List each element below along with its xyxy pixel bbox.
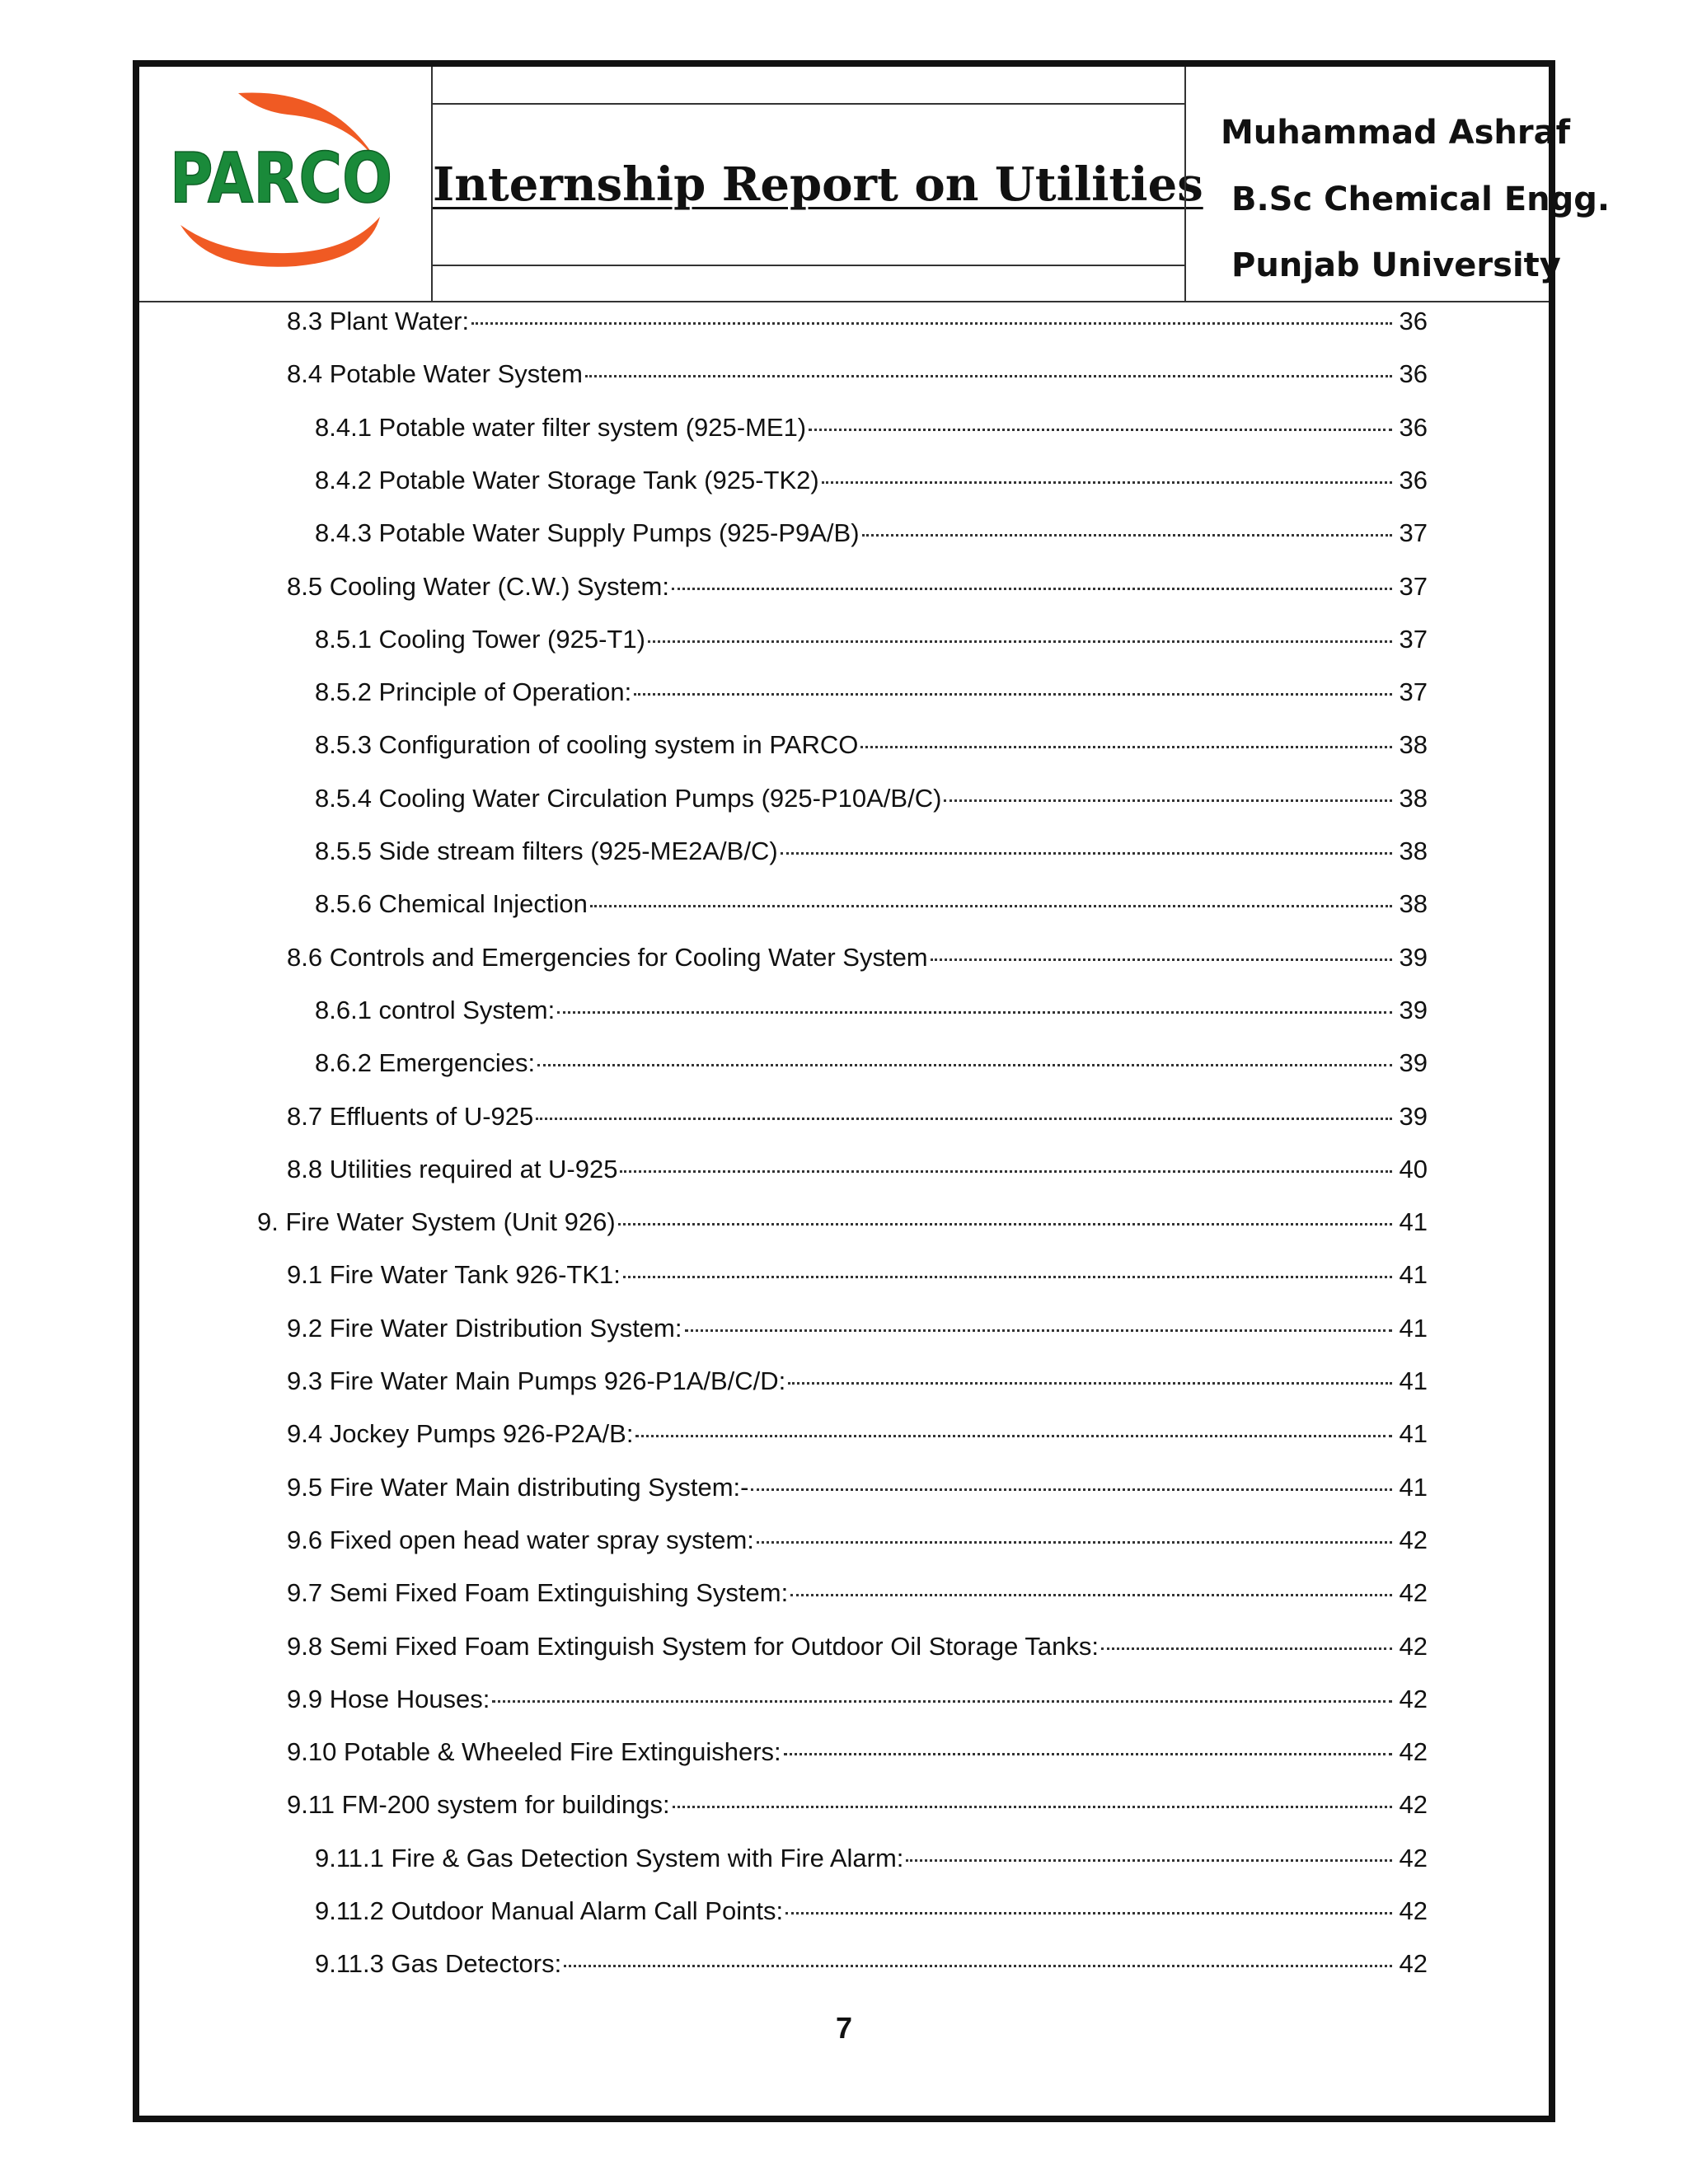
toc-dot-leader — [564, 1965, 1392, 1967]
toc-dot-leader — [788, 1382, 1392, 1385]
toc-entry[interactable] — [315, 411, 1428, 444]
toc-entry-label: 9.10 Potable & Wheeled Fire Extinguishers: — [287, 1737, 781, 1766]
parco-logo — [164, 78, 411, 284]
toc-entry-label: 9.11.3 Gas Detectors: — [315, 1949, 562, 1978]
toc-entry[interactable] — [315, 676, 1428, 709]
toc-entry[interactable] — [287, 1736, 1428, 1769]
toc-entry[interactable] — [287, 1577, 1428, 1610]
toc-entry-page: 38 — [1399, 784, 1428, 813]
toc-entry-label: 9.4 Jockey Pumps 926-P2A/B: — [287, 1419, 634, 1448]
toc-entry-label: 9.6 Fixed open head water spray system: — [287, 1526, 754, 1554]
toc-entry[interactable] — [315, 1047, 1428, 1080]
toc-entry[interactable] — [287, 941, 1428, 974]
toc-entry-page: 39 — [1399, 943, 1428, 972]
toc-dot-leader — [618, 1223, 1392, 1226]
toc-entry-page: 42 — [1399, 1790, 1428, 1819]
toc-entry-page: 41 — [1399, 1366, 1428, 1395]
toc-dot-leader — [809, 429, 1392, 431]
toc-entry-label: 8.8 Utilities required at U-925 — [287, 1155, 618, 1183]
toc-entry-label: 9. Fire Water System (Unit 926) — [257, 1207, 616, 1236]
toc-entry-page: 36 — [1399, 466, 1428, 494]
toc-dot-leader — [784, 1753, 1392, 1755]
toc-entry-label: 8.5 Cooling Water (C.W.) System: — [287, 572, 669, 601]
toc-entry-label: 8.6 Controls and Emergencies for Cooling Water System — [287, 943, 928, 972]
toc-entry-page: 36 — [1399, 413, 1428, 442]
toc-dot-leader — [634, 693, 1392, 696]
toc-entry[interactable] — [287, 1365, 1428, 1398]
toc-entry-label: 9.7 Semi Fixed Foam Extinguishing System: — [287, 1578, 789, 1607]
toc-entry[interactable] — [315, 1895, 1428, 1928]
report-header — [139, 67, 1611, 302]
toc-entry[interactable] — [315, 517, 1428, 550]
toc-entry-page: 41 — [1399, 1473, 1428, 1502]
toc-entry[interactable] — [287, 1258, 1428, 1291]
toc-entry-page: 42 — [1399, 1685, 1428, 1713]
toc-entry-page: 37 — [1399, 572, 1428, 601]
toc-dot-leader — [781, 852, 1392, 855]
toc-entry-label: 9.5 Fire Water Main distributing System:- — [287, 1473, 749, 1502]
toc-entry-label: 8.6.1 control System: — [315, 996, 556, 1024]
toc-entry-page: 40 — [1399, 1155, 1428, 1183]
toc-entry-label: 8.4 Potable Water System — [287, 359, 583, 388]
toc-entry-label: 8.4.1 Potable water filter system (925-ME1) — [315, 413, 807, 442]
toc-entry[interactable] — [287, 1100, 1428, 1133]
toc-entry-page: 41 — [1399, 1419, 1428, 1448]
toc-entry-page: 42 — [1399, 1632, 1428, 1661]
toc-entry[interactable] — [287, 1153, 1428, 1186]
toc-entry[interactable] — [315, 888, 1428, 921]
toc-entry[interactable] — [315, 464, 1428, 497]
toc-dot-leader — [585, 375, 1392, 377]
toc-entry-label: 8.5.4 Cooling Water Circulation Pumps (925-P10A/B/C) — [315, 784, 942, 813]
toc-entry-page: 39 — [1399, 1048, 1428, 1077]
logo-swoosh-bottom — [181, 217, 380, 267]
toc-entry-label: 8.4.3 Potable Water Supply Pumps (925-P9A/B) — [315, 518, 860, 547]
toc-dot-leader — [557, 1011, 1392, 1014]
toc-dot-leader — [685, 1329, 1393, 1332]
title-cell — [433, 67, 1203, 301]
toc-dot-leader — [492, 1700, 1392, 1703]
toc-dot-leader — [785, 1912, 1392, 1915]
toc-entry[interactable] — [315, 623, 1428, 656]
toc-entry-label: 9.11.1 Fire & Gas Detection System with Fire Alarm: — [315, 1844, 904, 1872]
author-degree: B.Sc Chemical Engg. — [1231, 180, 1611, 218]
toc-dot-leader — [620, 1170, 1392, 1173]
toc-dot-leader — [860, 746, 1392, 748]
toc-entry[interactable] — [287, 570, 1428, 603]
toc-entry-page: 42 — [1399, 1526, 1428, 1554]
author-name: Muhammad Ashraf — [1221, 114, 1571, 152]
report-title: Internship Report on Utilities — [433, 157, 1203, 212]
toc-entry[interactable] — [287, 1788, 1428, 1821]
toc-dot-leader — [862, 534, 1392, 537]
toc-entry[interactable] — [315, 729, 1428, 762]
toc-dot-leader — [673, 1806, 1392, 1808]
toc-entry-page: 41 — [1399, 1260, 1428, 1289]
toc-entry-label: 8.5.3 Configuration of cooling system in PARCO — [315, 730, 859, 759]
toc-dot-leader — [471, 322, 1392, 325]
toc-entry-label: 9.11 FM-200 system for buildings: — [287, 1790, 670, 1819]
toc-dot-leader — [931, 958, 1392, 961]
toc-entry-page: 36 — [1399, 359, 1428, 388]
toc-dot-leader — [757, 1541, 1392, 1544]
toc-entry-label: 9.1 Fire Water Tank 926-TK1: — [287, 1260, 621, 1289]
toc-entry-page: 41 — [1399, 1207, 1428, 1236]
toc-entry-page: 38 — [1399, 889, 1428, 918]
toc-entry[interactable] — [315, 1842, 1428, 1875]
toc-entry-page: 37 — [1399, 625, 1428, 654]
toc-entry-page: 41 — [1399, 1314, 1428, 1343]
toc-dot-leader — [536, 1118, 1392, 1120]
toc-entry-page: 39 — [1399, 996, 1428, 1024]
toc-entry-label: 9.2 Fire Water Distribution System: — [287, 1314, 682, 1343]
page-number: 7 — [835, 2011, 853, 2045]
toc-entry-label: 9.3 Fire Water Main Pumps 926-P1A/B/C/D: — [287, 1366, 786, 1395]
toc-entry[interactable] — [287, 358, 1428, 391]
toc-entry-page: 37 — [1399, 677, 1428, 706]
toc-dot-leader — [537, 1064, 1392, 1066]
toc-dot-leader — [648, 640, 1392, 643]
toc-dot-leader — [906, 1859, 1392, 1862]
toc-entry[interactable] — [315, 994, 1428, 1027]
toc-entry-label: 8.3 Plant Water: — [287, 307, 470, 335]
toc-dot-leader — [635, 1435, 1392, 1437]
toc-dot-leader — [672, 588, 1392, 590]
toc-entry-page: 42 — [1399, 1896, 1428, 1925]
toc-dot-leader — [944, 799, 1392, 802]
toc-entry-page: 39 — [1399, 1102, 1428, 1131]
toc-dot-leader — [1101, 1647, 1392, 1650]
title-strip-top — [433, 67, 1184, 105]
toc-entry-label: 8.5.5 Side stream filters (925-ME2A/B/C) — [315, 837, 778, 865]
logo-cell — [139, 67, 433, 301]
toc-entry-label: 9.9 Hose Houses: — [287, 1685, 490, 1713]
toc-entry-label: 9.8 Semi Fixed Foam Extinguish System for Outdoor Oil Storage Tanks: — [287, 1632, 1099, 1661]
toc-entry-page: 42 — [1399, 1844, 1428, 1872]
logo-text: PARCO — [170, 138, 392, 218]
toc-entry-label: 8.7 Effluents of U-925 — [287, 1102, 534, 1131]
author-university: Punjab University — [1231, 246, 1561, 284]
toc-entry-label: 8.5.1 Cooling Tower (925-T1) — [315, 625, 645, 654]
toc-entry-page: 42 — [1399, 1578, 1428, 1607]
toc-entry-label: 8.6.2 Emergencies: — [315, 1048, 536, 1077]
toc-entry[interactable] — [287, 1524, 1428, 1557]
toc-entry-page: 37 — [1399, 518, 1428, 547]
toc-entry-label: 8.5.6 Chemical Injection — [315, 889, 588, 918]
toc-dot-leader — [623, 1276, 1392, 1278]
author-cell — [1184, 67, 1611, 301]
toc-entry[interactable] — [315, 782, 1428, 815]
toc-entry[interactable] — [315, 1947, 1428, 1980]
toc-entry-page: 38 — [1399, 837, 1428, 865]
toc-entry[interactable] — [287, 1683, 1428, 1716]
toc-entry[interactable] — [257, 1206, 1428, 1239]
toc-entry[interactable] — [287, 1312, 1428, 1345]
toc-dot-leader — [822, 481, 1392, 484]
toc-entry-label: 8.4.2 Potable Water Storage Tank (925-TK2) — [315, 466, 819, 494]
toc-entry[interactable] — [287, 1630, 1428, 1663]
title-strip-bottom — [433, 265, 1184, 301]
toc-entry-page: 42 — [1399, 1949, 1428, 1978]
toc-dot-leader — [590, 905, 1392, 907]
toc-entry[interactable] — [287, 1471, 1428, 1504]
toc-entry-page: 42 — [1399, 1737, 1428, 1766]
toc-entry[interactable] — [315, 835, 1428, 868]
toc-entry-page: 36 — [1399, 307, 1428, 335]
toc-entry-label: 8.5.2 Principle of Operation: — [315, 677, 632, 706]
toc-entry-page: 38 — [1399, 730, 1428, 759]
toc-entry[interactable] — [287, 1418, 1428, 1451]
toc-entry[interactable] — [287, 305, 1428, 338]
toc-dot-leader — [790, 1594, 1392, 1596]
toc-dot-leader — [751, 1488, 1392, 1491]
toc-entry-label: 9.11.2 Outdoor Manual Alarm Call Points: — [315, 1896, 784, 1925]
